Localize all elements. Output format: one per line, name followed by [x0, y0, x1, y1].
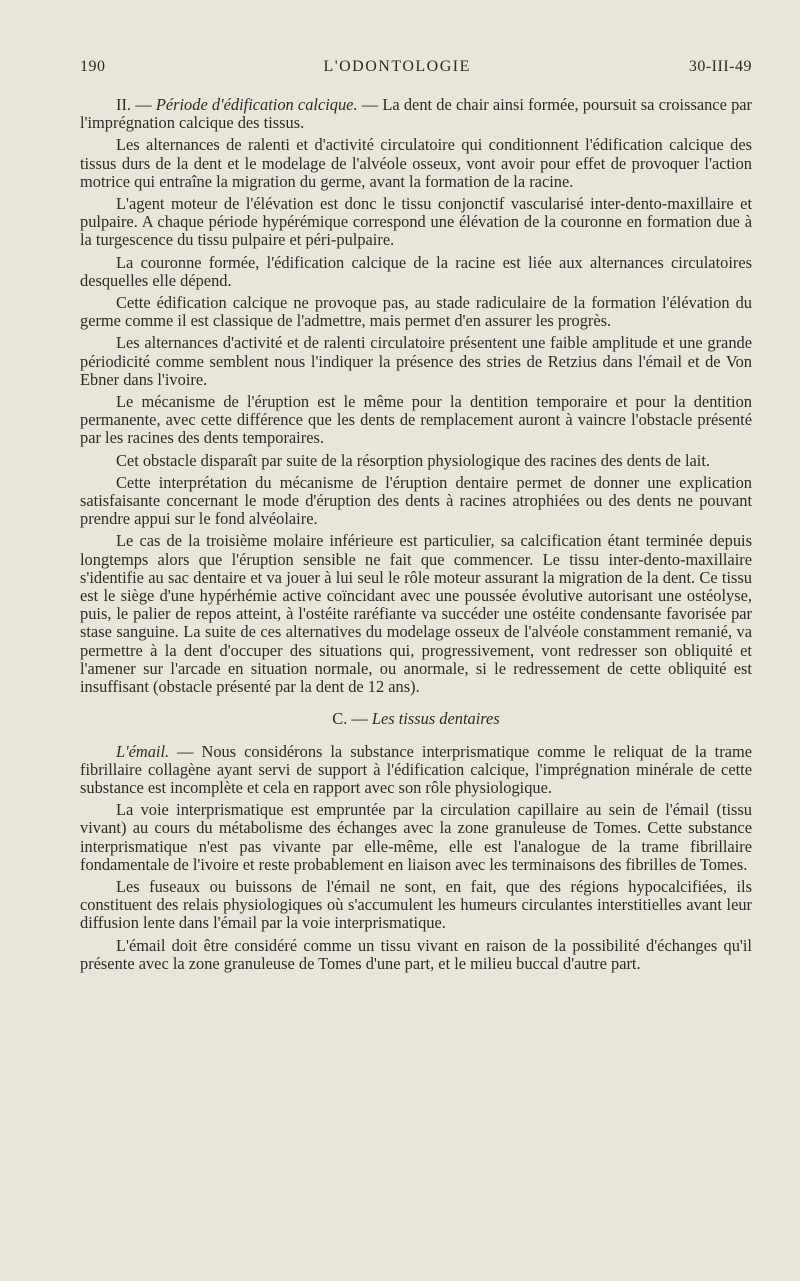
- paragraph: Les fuseaux ou buissons de l'émail ne sont, en fait, que des régions hypocalcifiées, ils constituent des relais physiologiques où s'accumulent les humeurs circulantes interstitielles avant leur diffusion lente dans l'émail par la voie interprismatique.: [80, 876, 752, 933]
- section-heading-label: C. —: [332, 709, 372, 729]
- paragraph: Cette interprétation du mécanisme de l'éruption dentaire permet de donner une explication satisfaisante concernant le mode d'éruption des dents à racines atrophiées ou des dents ne pouvant prendre appui sur le fond alvéolaire.: [80, 472, 752, 529]
- paragraph: Le cas de la troisième molaire inférieure est particulier, sa calcification étant terminée depuis longtemps alors que l'éruption sensible ne fait que commencer. Le tissu inter-dento-maxillaire s'identifie au sac dentaire et va jouer à lui seul le rôle moteur assurant la migration de la dent. Ce tissu est le siège d'une hypérhémie active coïncidant avec une poussée évolutive autorisant une ostéolyse, puis, le palier de repos atteint, à l'ostéite raréfiante va succéder une ostéite condensante favorisée par stase sanguine. La suite de ces alternatives du modelage osseux de l'alvéole constamment remanié, va permettre à la dent d'occuper des situations qui, progressivement, vont redresser son obliquité et l'amener sur l'arcade en situation normale, ou anormale, si le redressement de cette obliquité est insuffisant (obstacle présenté par la dent de 12 ans).: [80, 531, 752, 697]
- subsection-title: L'émail.: [116, 741, 170, 761]
- section-title: Période d'édification calcique.: [155, 95, 358, 114]
- paragraph: L'émail doit être considéré comme un tissu vivant en raison de la possibilité d'échanges qu'il présente avec la zone granuleuse de Tomes d'une part, et le milieu buccal d'autre part.: [80, 935, 752, 973]
- paragraph-email: [80, 743, 752, 798]
- section-heading: [80, 710, 752, 728]
- paragraph: Le mécanisme de l'éruption est le même pour la dentition temporaire et pour la dentition permanente, avec cette différence que les dents de remplacement auront à vaincre l'obstacle présenté par les racines des dents temporaires.: [80, 392, 752, 448]
- journal-title: L'ODONTOLOGIE: [323, 58, 471, 75]
- paragraph-text: — La dent de chair ainsi formée, poursuit sa croissance par l'imprégnation calcique des tissus.: [80, 95, 752, 133]
- page-number: 190: [80, 58, 106, 75]
- paragraph: Les alternances d'activité et de ralenti circulatoire présentent une faible amplitude et une grande périodicité comme semblent nous l'indiquer la présence des stries de Retzius dans l'émail et de Von Ebner dans l'ivoire.: [80, 333, 752, 389]
- section-label: II. —: [116, 95, 156, 114]
- issue-date: 30-III-49: [688, 58, 752, 75]
- paragraph: Les alternances de ralenti et d'activité circulatoire qui conditionnent l'édification calcique des tissus durs de la dent et le modelage de l'alvéole osseux, vont avoir pour effet de provoquer l'action motrice qui entraîne la migration du germe, avant la formation de la racine.: [80, 135, 752, 191]
- paragraph: La voie interprismatique est empruntée par la circulation capillaire au sein de l'émail (tissu vivant) au cours du métabolisme des échanges avec la zone granuleuse de Tomes. Cette substance interprismatique n'est pas vivante par elle-même, elle est l'analogue de la trame fibrillaire fondamentale de l'ivoire et reste probablement en liaison avec les terminaisons des fibrilles de Tomes.: [80, 800, 752, 874]
- body-text: [80, 96, 752, 973]
- paragraph-text: — Nous considérons la substance interprismatique comme le reliquat de la trame fibrillaire collagène ayant servi de support à l'édification calcique, l'imprégnation minérale de cette substance est incomplète et cela en rapport avec son rôle physiologique.: [80, 741, 752, 797]
- section-heading-title: Les tissus dentaires: [371, 709, 500, 729]
- paragraph: La couronne formée, l'édification calcique de la racine est liée aux alternances circulatoires desquelles elle dépend.: [80, 252, 752, 290]
- paragraph: Cet obstacle disparaît par suite de la résorption physiologique des racines des dents de lait.: [116, 450, 711, 470]
- paragraph-edification: [80, 96, 752, 132]
- paragraph: Cette édification calcique ne provoque pas, au stade radiculaire de la formation l'élévation du germe comme il est classique de l'admettre, mais permet d'en assurer les progrès.: [80, 293, 752, 331]
- running-head: [80, 58, 752, 76]
- paragraph: L'agent moteur de l'élévation est donc le tissu conjonctif vascularisé inter-dento-maxillaire et pulpaire. A chaque période hypérémique correspond une élévation de la couronne en formation due à la turgescence du tissu pulpaire et péri-pulpaire.: [80, 194, 752, 250]
